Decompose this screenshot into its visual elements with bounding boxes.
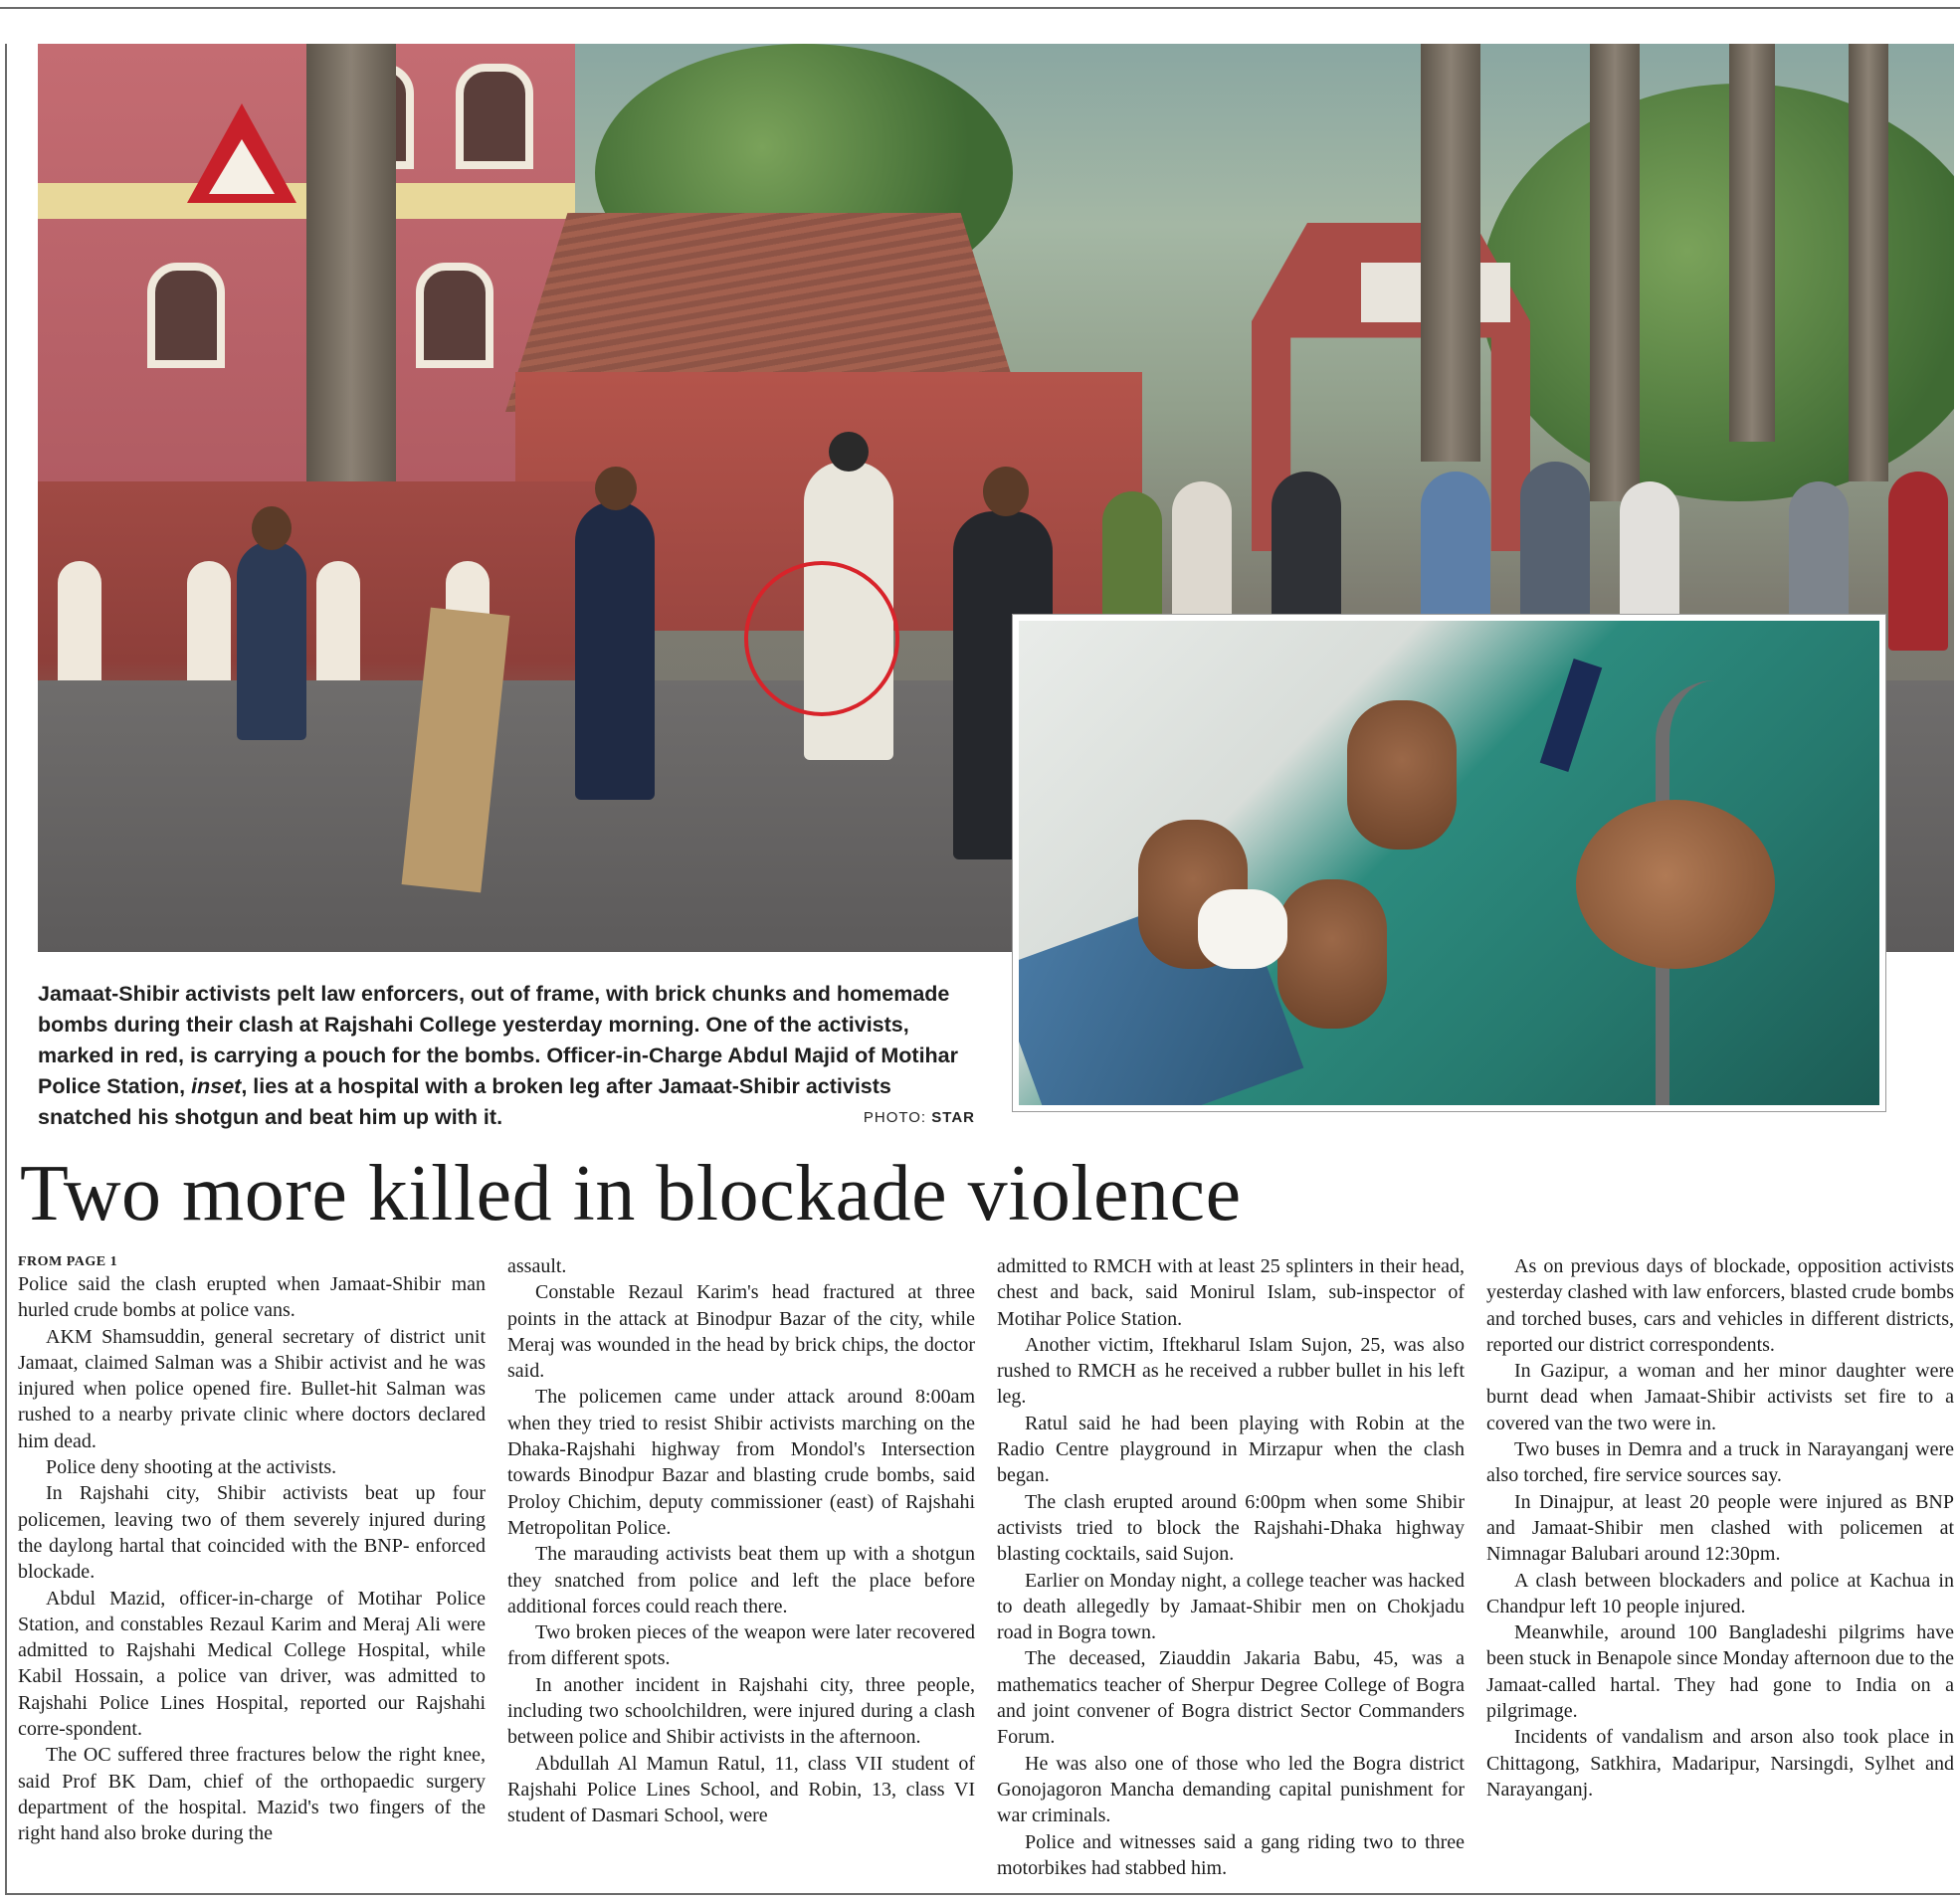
paragraph: In Rajshahi city, Shibir activists beat up four policemen, leaving two of them severely injured during the daylong hartal that coincided with the BNP- enforced blockade.: [18, 1482, 486, 1584]
paragraph: Abdul Mazid, officer-in-charge of Motihar Police Station, and constables Rezaul Karim and Meraj Ali were admitted to Rajshahi Medical College Hospital, while Kabil Hossain, a police van driver, was admitted to Rajshahi Police Lines Hospital, reported our Rajshahi corre-spondent.: [18, 1587, 486, 1741]
injured-officer-face: [1576, 800, 1775, 969]
paragraph: In Gazipur, a woman and her minor daughter were burnt dead when Jamaat-Shibir activists set fire to a covered van the two were in.: [1486, 1360, 1954, 1434]
credit-label: PHOTO:: [863, 1109, 927, 1126]
article-column-4: [1486, 1253, 1954, 1803]
left-rule: [5, 44, 7, 1894]
paragraph: Police and witnesses said a gang riding two to three motorbikes had stabbed him.: [997, 1830, 1465, 1879]
paragraph: Police deny shooting at the activists.: [46, 1456, 337, 1479]
paragraph: He was also one of those who led the Bogra district Gonojagoron Mancha demanding capital punishment for war criminals.: [997, 1752, 1465, 1827]
caption-text: Jamaat-Shibir activists pelt law enforcers, out of frame, with brick chunks and homemade bombs during their clash at Rajshahi College yesterday morning. One of the activists, marked in red, is carrying a pouch for the bombs. Officer-in-Charge Abdul Majid of Motihar Police Station,: [38, 982, 959, 1098]
paragraph: admitted to RMCH with at least 25 splinters in their head, chest and back, said Monirul Islam, sub-inspector of Motihar Police Station.: [997, 1255, 1465, 1330]
credit-source: STAR: [931, 1109, 975, 1126]
activist-figure: [575, 501, 655, 800]
paragraph: Abdullah Al Mamun Ratul, 11, class VII student of Rajshahi Police Lines School, and Robin, 13, class VI student of Dasmari School, were: [507, 1752, 975, 1827]
paragraph: The clash erupted around 6:00pm when some Shibir activists tried to block the Rajshahi-Dhaka highway blasting cocktails, said Sujon.: [997, 1490, 1465, 1566]
crowd-figure: [1888, 472, 1948, 651]
caption-italic: inset: [191, 1074, 242, 1098]
paragraph: A clash between blockaders and police at Kachua in Chandpur left 10 people injured.: [1486, 1569, 1954, 1617]
paragraph: Constable Rezaul Karim's head fractured at three points in the attack at Binodpur Bazar of the city, while Meraj was wounded in the head by brick chips, the doctor said.: [507, 1281, 975, 1383]
paragraph: Earlier on Monday night, a college teacher was hacked to death allegedly by Jamaat-Shibir men on Chokjadu road in Bogra town.: [997, 1569, 1465, 1644]
paragraph: The OC suffered three fractures below the right knee, said Prof BK Dam, chief of the orthopaedic surgery department of the hospital. Mazid's two fingers of the right hand also broke during the: [18, 1744, 486, 1845]
paragraph: In another incident in Rajshahi city, three people, including two schoolchildren, were injured during a clash between police and Shibir activists in the afternoon.: [507, 1673, 975, 1749]
paragraph: In Dinajpur, at least 20 people were injured as BNP and Jamaat-Shibir men clashed with policemen at Nimnagar Balubari around 12:30pm.: [1486, 1490, 1954, 1566]
paragraph: The deceased, Ziauddin Jakaria Babu, 45, was a mathematics teacher of Sherpur Degree College of Bogra and joint convener of Bogra district Sector Commanders Forum.: [997, 1647, 1465, 1749]
gauze: [1198, 889, 1287, 969]
paragraph: As on previous days of blockade, opposition activists yesterday clashed with law enforcers, blasted crude bombs and torched buses, cars and vehicles in different districts, reported our district correspondents.: [1486, 1255, 1954, 1356]
kicker: FROM PAGE 1: [18, 1254, 118, 1269]
article-column-1: [18, 1253, 486, 1847]
paragraph: Incidents of vandalism and arson also took place in Chittagong, Satkhira, Madaripur, Narsingdi, Sylhet and Narayanganj.: [1486, 1726, 1954, 1801]
paragraph: assault.: [507, 1255, 567, 1277]
paragraph: The marauding activists beat them up with a shotgun they snatched from police and left the place before additional forces could reach there.: [507, 1543, 975, 1617]
paragraph: Two buses in Demra and a truck in Narayanganj were also torched, fire service sources say.: [1486, 1438, 1954, 1487]
caption-text-end: , lies at a hospital with a broken leg after Jamaat-Shibir activists snatched his shotgun and beat him up with it.: [38, 1074, 891, 1129]
paragraph: Ratul said he had been playing with Robin at the Radio Centre playground in Mirzapur when the clash began.: [997, 1412, 1465, 1487]
name-badge: [1540, 659, 1603, 772]
inset-photo: [1013, 615, 1885, 1111]
photo-credit: [854, 1109, 975, 1126]
bottom-rule: [5, 1893, 1960, 1895]
paragraph: Two broken pieces of the weapon were later recovered from different spots.: [507, 1621, 975, 1670]
paragraph: AKM Shamsuddin, general secretary of district unit Jamaat, claimed Salman was a Shibir activist and he was injured when police opened fire. Bullet-hit Salman was rushed to a nearby private clinic where doctors declared him dead.: [18, 1325, 486, 1452]
photo-caption: [38, 979, 977, 1133]
article-column-2: [507, 1253, 975, 1829]
red-marker-circle: [744, 561, 899, 716]
activist-figure: [237, 541, 306, 740]
paragraph: The policemen came under attack around 8:00am when they tried to resist Shibir activists marching on the Dhaka-Rajshahi highway from Mondol's Intersection towards Binodpur Bazar and blasting crude bombs, said Proloy Chichim, deputy commissioner (east) of Rajshahi Metropolitan Police.: [507, 1386, 975, 1539]
article-column-3: [997, 1253, 1465, 1881]
paragraph: Another victim, Iftekharul Islam Sujon, 25, was also rushed to RMCH as he received a rubber bullet in his left leg.: [997, 1333, 1465, 1409]
top-rule: [0, 7, 1960, 9]
paragraph: Police said the clash erupted when Jamaat-Shibir man hurled crude bombs at police vans.: [18, 1273, 486, 1322]
headline: Two more killed in blockade violence: [20, 1150, 1242, 1237]
paragraph: Meanwhile, around 100 Bangladeshi pilgrims have been stuck in Benapole since Monday afternoon due to the Jamaat-called hartal. They had gone to India on a pilgrimage.: [1486, 1621, 1954, 1723]
